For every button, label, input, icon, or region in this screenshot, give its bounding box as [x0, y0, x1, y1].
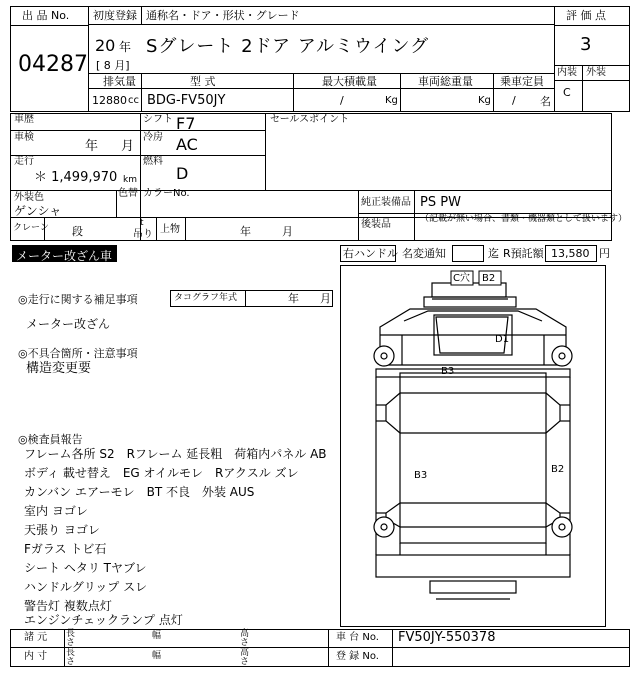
- capacity-slash: /: [512, 94, 516, 107]
- dims-label: 諸 元: [24, 632, 48, 643]
- aftermarket-label: 後装品: [361, 219, 391, 230]
- refund-label: 迄: [488, 247, 499, 260]
- diagram-tag: C穴: [453, 273, 470, 284]
- diagram-tag: B2: [551, 464, 565, 475]
- yen-unit: 円: [599, 247, 610, 260]
- chassis-label: 車 台 No.: [336, 632, 379, 643]
- inspector-line: 天張り ヨゴレ: [24, 523, 100, 537]
- drive-header: ◎走行に関する補足事項: [18, 293, 138, 306]
- sales-point-label: セールスポイント: [270, 114, 350, 125]
- inspector-line: ハンドルグリップ スレ: [24, 580, 148, 594]
- interior-label: 内装: [557, 67, 577, 78]
- interior-dims-label: 内 寸: [24, 651, 48, 662]
- diagram-tag: B3: [414, 470, 428, 481]
- width-label: 幅: [152, 631, 162, 641]
- defect-text: 構造変更要: [26, 361, 92, 376]
- ac-value: AC: [176, 135, 198, 154]
- inspector-line: ボディ 載せ替え EG オイルモレ Rアクスル ズレ: [24, 466, 299, 480]
- upper-label: 上物: [160, 224, 180, 235]
- displacement-value: 12880: [92, 94, 127, 107]
- aftermarket-note: （記載が無い場合、書類・機器類として扱います）: [420, 214, 628, 224]
- capacity-label: 乗車定員: [500, 75, 544, 88]
- inspection-year-unit: 年: [85, 139, 99, 154]
- inspector-line: 警告灯 複数点灯: [24, 599, 112, 613]
- lot-no-label: 出 品 No.: [22, 9, 70, 22]
- mileage-value: ＊ 1,499,970: [34, 170, 118, 185]
- maxload-label: 最大積載量: [322, 75, 377, 88]
- height-label: 高さ: [240, 629, 250, 648]
- inspector-line: フレーム各所 S2 Rフレーム 延長粗 荷箱内パネル AB: [24, 447, 327, 461]
- len-label: 長さ: [66, 629, 76, 648]
- color-code-label: カラーNo.: [143, 188, 190, 199]
- first-reg-label: 初度登録: [93, 9, 137, 22]
- shift-value: F7: [176, 114, 196, 133]
- color-no-label: 色替: [118, 188, 138, 199]
- height-label: 高さ: [240, 648, 250, 667]
- color-value: ゲンシャ: [14, 204, 62, 218]
- fuel-label: 燃料: [143, 156, 163, 167]
- gross-label: 車両総重量: [418, 75, 473, 88]
- chassis-no: FV50JY-550378: [398, 630, 496, 645]
- cc-unit: cc: [128, 95, 139, 106]
- shift-label: シフト: [143, 114, 173, 125]
- inspection-month-unit: 月: [121, 139, 135, 154]
- footer-frame: [10, 629, 630, 667]
- displacement-label: 排気量: [103, 75, 136, 88]
- ac-label: 冷房: [143, 132, 163, 143]
- name-change-label: 名変通知: [402, 247, 446, 260]
- name-label: 通称名・ドア・形状・グレード: [146, 9, 300, 22]
- inspector-line: エンジンチェックランプ 点灯: [24, 613, 183, 627]
- defect-header: ◎不具合箇所・注意事項: [18, 347, 138, 360]
- len-label: 長さ: [66, 648, 76, 667]
- crane-stage: 段: [72, 225, 83, 238]
- model-label: 型 式: [190, 75, 216, 88]
- inspector-line: カンバン エアーモレ BT 不良 外装 AUS: [24, 485, 255, 499]
- mileage-unit: km: [123, 175, 137, 185]
- equipment-label: 純正装備品: [361, 197, 411, 208]
- diagram-tag: B3: [441, 366, 455, 377]
- diagram-tag: B2: [482, 273, 496, 284]
- right-handle: 右ハンドル: [343, 247, 398, 260]
- mileage-label: 走行: [14, 156, 34, 167]
- drive-text: メーター改ざん: [26, 317, 111, 331]
- recycle-label: R預託額: [503, 247, 544, 260]
- equipment-value: PS PW: [420, 195, 461, 210]
- model-value: BDG-FV50JY: [147, 93, 226, 108]
- upper-year: 年: [240, 225, 251, 238]
- score-label: 評 価 点: [566, 9, 606, 22]
- score-value: 3: [580, 34, 592, 55]
- fuel-value: D: [176, 164, 189, 183]
- width-label: 幅: [152, 651, 162, 661]
- gross-unit: Kg: [478, 95, 491, 106]
- inspection-label: 車検: [14, 132, 34, 143]
- lot-no: 04287: [18, 52, 88, 77]
- history-label: 車歴: [14, 114, 34, 125]
- vehicle-name: Sグレート 2ドア アルミウイング: [146, 36, 430, 57]
- year-unit: 年: [119, 40, 132, 54]
- first-reg-year: 20: [95, 36, 116, 55]
- inspector-line: 室内 ヨゴレ: [24, 504, 88, 518]
- crane-ton: t: [140, 218, 144, 228]
- inspector-header: ◎検査員報告: [18, 433, 83, 446]
- color-label: 外装色: [14, 192, 44, 203]
- exterior-label: 外装: [586, 67, 606, 78]
- crane-label: クレーン: [13, 223, 49, 233]
- tacho-label: タコグラフ年式: [174, 293, 238, 303]
- diagram-tag: D1: [495, 334, 510, 345]
- crane-lift: 吊り: [133, 229, 153, 240]
- first-reg-month: [ 8 月]: [96, 59, 130, 72]
- truck-diagram: [340, 265, 606, 627]
- meter-tampered-banner: メーター改ざん車: [12, 245, 117, 262]
- maxload-slash: /: [340, 94, 344, 107]
- upper-month: 月: [282, 225, 293, 238]
- reg-label: 登 録 No.: [336, 651, 379, 662]
- recycle-amount: 13,580: [551, 247, 590, 260]
- tacho-month: 月: [320, 292, 331, 305]
- tacho-year: 年: [288, 292, 299, 305]
- capacity-unit: 名: [540, 95, 551, 108]
- inspector-line: Fガラス トビ石: [24, 542, 107, 556]
- maxload-unit: Kg: [385, 95, 398, 106]
- name-change-box: [452, 245, 484, 262]
- inspector-line: シート ヘタリ Tヤブレ: [24, 561, 147, 575]
- interior-score: C: [563, 86, 571, 99]
